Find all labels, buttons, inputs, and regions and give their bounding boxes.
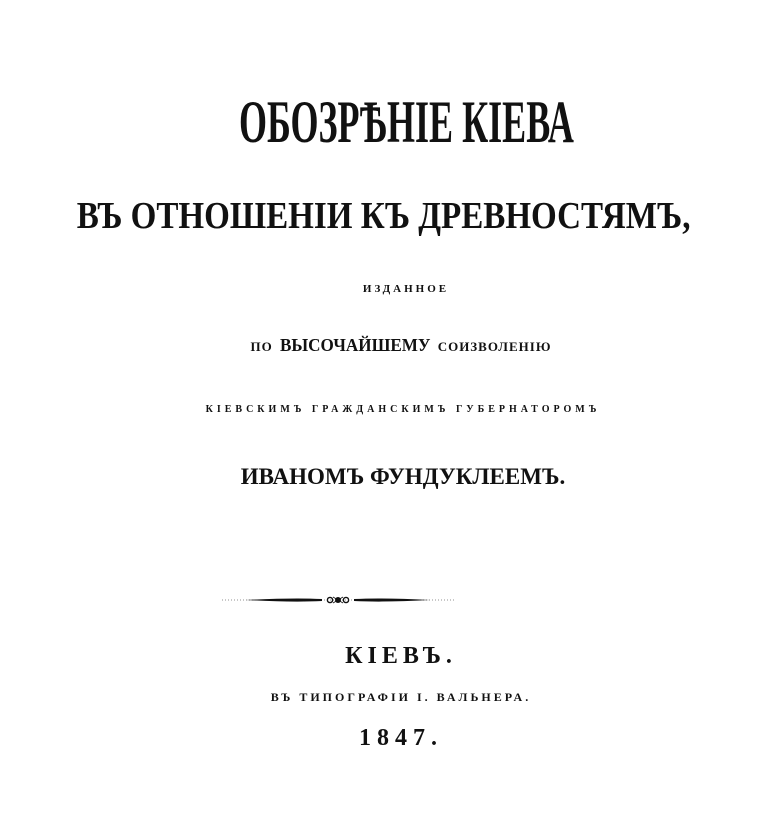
printer-line: ВЪ ТИПОГРАФІИ І. ВАЛЬНЕРА. xyxy=(270,690,532,704)
permission-emphasis: ВЫСОЧАЙШЕМУ xyxy=(279,335,431,355)
author-name xyxy=(38,464,768,490)
permission-prefix: ПО xyxy=(250,339,273,354)
ornament-divider-icon xyxy=(222,594,454,606)
permission-suffix: СОИЗВОЛЕНІЮ xyxy=(437,339,552,354)
publication-year: 1847. xyxy=(359,725,443,751)
published-label: ИЗДАННОЕ xyxy=(362,283,450,295)
city-name: КІЕВЪ. xyxy=(345,643,457,669)
book-title: ОБОЗРѢНІЕ КІЕВА xyxy=(239,89,574,155)
book-subtitle: ВЪ ОТНОШЕНІИ КЪ ДРЕВНОСТЯМЪ, xyxy=(76,195,691,237)
permission-line xyxy=(34,335,768,356)
author-text: ИВАНОМЪ ФУНДУКЛЕЕМЪ. xyxy=(240,464,566,489)
governor-line: КІЕВСКИМЪ ГРАЖДАНСКИМЪ ГУБЕРНАТОРОМЪ xyxy=(205,404,601,415)
